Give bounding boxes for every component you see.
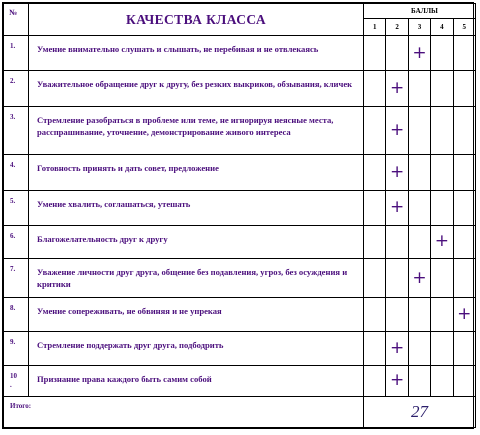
score-cell-5 <box>453 258 475 297</box>
score-cell-4 <box>431 71 453 106</box>
table-row <box>4 190 476 225</box>
quality-text: Умение сопереживать, не обвиняя и не упрекая <box>29 298 364 331</box>
score-header-2: 2 <box>386 18 408 36</box>
score-cell-4 <box>431 298 453 331</box>
score-cell-5 <box>453 298 475 331</box>
score-cell-5 <box>453 155 475 190</box>
row-number: 7. <box>4 258 29 297</box>
table-row <box>4 298 476 331</box>
header-row-top <box>4 4 476 19</box>
table-title: КАЧЕСТВА КЛАССА <box>29 4 364 36</box>
qualities-table-frame <box>2 2 474 429</box>
score-cell-2 <box>386 331 408 365</box>
score-cell-1 <box>364 36 386 71</box>
score-cell-2 <box>386 36 408 71</box>
quality-text: Стремление поддержать друг друга, подбодрить <box>29 331 364 365</box>
score-cell-2 <box>386 225 408 258</box>
row-number: 1. <box>4 36 29 71</box>
score-cell-3 <box>408 225 430 258</box>
quality-text: Умение внимательно слушать и слышать, не перебивая и не отвлекаясь <box>29 36 364 71</box>
table-row <box>4 155 476 190</box>
quality-text: Готовность принять и дать совет, предложение <box>29 155 364 190</box>
score-cell-3 <box>408 365 430 396</box>
score-header-5: 5 <box>453 18 475 36</box>
row-number: 5. <box>4 190 29 225</box>
quality-text: Стремление разобраться в проблеме или теме, не игнорируя неясные места, расспрашивание, уточнение, демонстрирование живого интереса <box>29 106 364 155</box>
score-cell-1 <box>364 331 386 365</box>
score-header-4: 4 <box>431 18 453 36</box>
score-cell-4 <box>431 258 453 297</box>
score-cell-2 <box>386 155 408 190</box>
score-cell-5 <box>453 106 475 155</box>
plus-mark: + <box>412 267 427 288</box>
score-header-1: 1 <box>364 18 386 36</box>
score-cell-2 <box>386 106 408 155</box>
score-cell-4 <box>431 225 453 258</box>
score-cell-5 <box>453 36 475 71</box>
quality-text: Умение хвалить, соглашаться, утешать <box>29 190 364 225</box>
score-cell-4 <box>431 36 453 71</box>
score-cell-3 <box>408 71 430 106</box>
row-number: 4. <box>4 155 29 190</box>
table-row <box>4 36 476 71</box>
score-cell-1 <box>364 298 386 331</box>
row-number: 9. <box>4 331 29 365</box>
score-cell-2 <box>386 365 408 396</box>
row-number: 6. <box>4 225 29 258</box>
score-cell-2 <box>386 258 408 297</box>
total-label: Итого: <box>4 396 364 427</box>
score-cell-5 <box>453 331 475 365</box>
plus-mark: + <box>389 77 405 98</box>
score-cell-1 <box>364 155 386 190</box>
score-cell-2 <box>386 298 408 331</box>
plus-mark: + <box>389 197 405 218</box>
score-cell-3 <box>408 258 430 297</box>
score-cell-5 <box>453 190 475 225</box>
score-cell-1 <box>364 106 386 155</box>
table-row <box>4 106 476 155</box>
score-cell-3 <box>408 106 430 155</box>
plus-mark: + <box>434 231 449 252</box>
total-value: 27 <box>364 396 476 427</box>
score-cell-2 <box>386 190 408 225</box>
score-cell-2 <box>386 71 408 106</box>
score-cell-3 <box>408 190 430 225</box>
row-number: 8. <box>4 298 29 331</box>
score-cell-3 <box>408 331 430 365</box>
quality-text: Уважение личности друг друга, общение без подавления, угроз, без осуждения и критики <box>29 258 364 297</box>
plus-mark: + <box>412 42 427 63</box>
score-cell-5 <box>453 71 475 106</box>
score-header-3: 3 <box>408 18 430 36</box>
plus-mark: + <box>389 337 405 358</box>
qualities-table <box>3 3 476 428</box>
score-cell-1 <box>364 71 386 106</box>
score-cell-1 <box>364 190 386 225</box>
score-cell-4 <box>431 365 453 396</box>
table-row <box>4 258 476 297</box>
row-number: 10 . <box>4 365 29 396</box>
score-cell-3 <box>408 36 430 71</box>
plus-mark: + <box>389 370 405 391</box>
number-column-header: № <box>4 4 29 36</box>
table-row <box>4 331 476 365</box>
score-cell-1 <box>364 258 386 297</box>
plus-mark: + <box>389 119 405 140</box>
score-cell-1 <box>364 225 386 258</box>
quality-text: Благожелательность друг к другу <box>29 225 364 258</box>
table-row <box>4 71 476 106</box>
score-cell-1 <box>364 365 386 396</box>
score-cell-5 <box>453 365 475 396</box>
total-row <box>4 396 476 427</box>
quality-text: Признание права каждого быть самим собой <box>29 365 364 396</box>
plus-mark: + <box>457 303 472 324</box>
score-cell-4 <box>431 190 453 225</box>
score-cell-5 <box>453 225 475 258</box>
table-row <box>4 365 476 396</box>
plus-mark: + <box>389 161 405 182</box>
row-number: 3. <box>4 106 29 155</box>
score-cell-4 <box>431 106 453 155</box>
quality-text: Уважительное обращение друг к другу, без резких выкриков, обзывания, кличек <box>29 71 364 106</box>
score-cell-3 <box>408 298 430 331</box>
score-cell-3 <box>408 155 430 190</box>
score-cell-4 <box>431 155 453 190</box>
score-cell-4 <box>431 331 453 365</box>
table-row <box>4 225 476 258</box>
row-number: 2. <box>4 71 29 106</box>
scores-group-header: БАЛЛЫ <box>364 4 476 19</box>
